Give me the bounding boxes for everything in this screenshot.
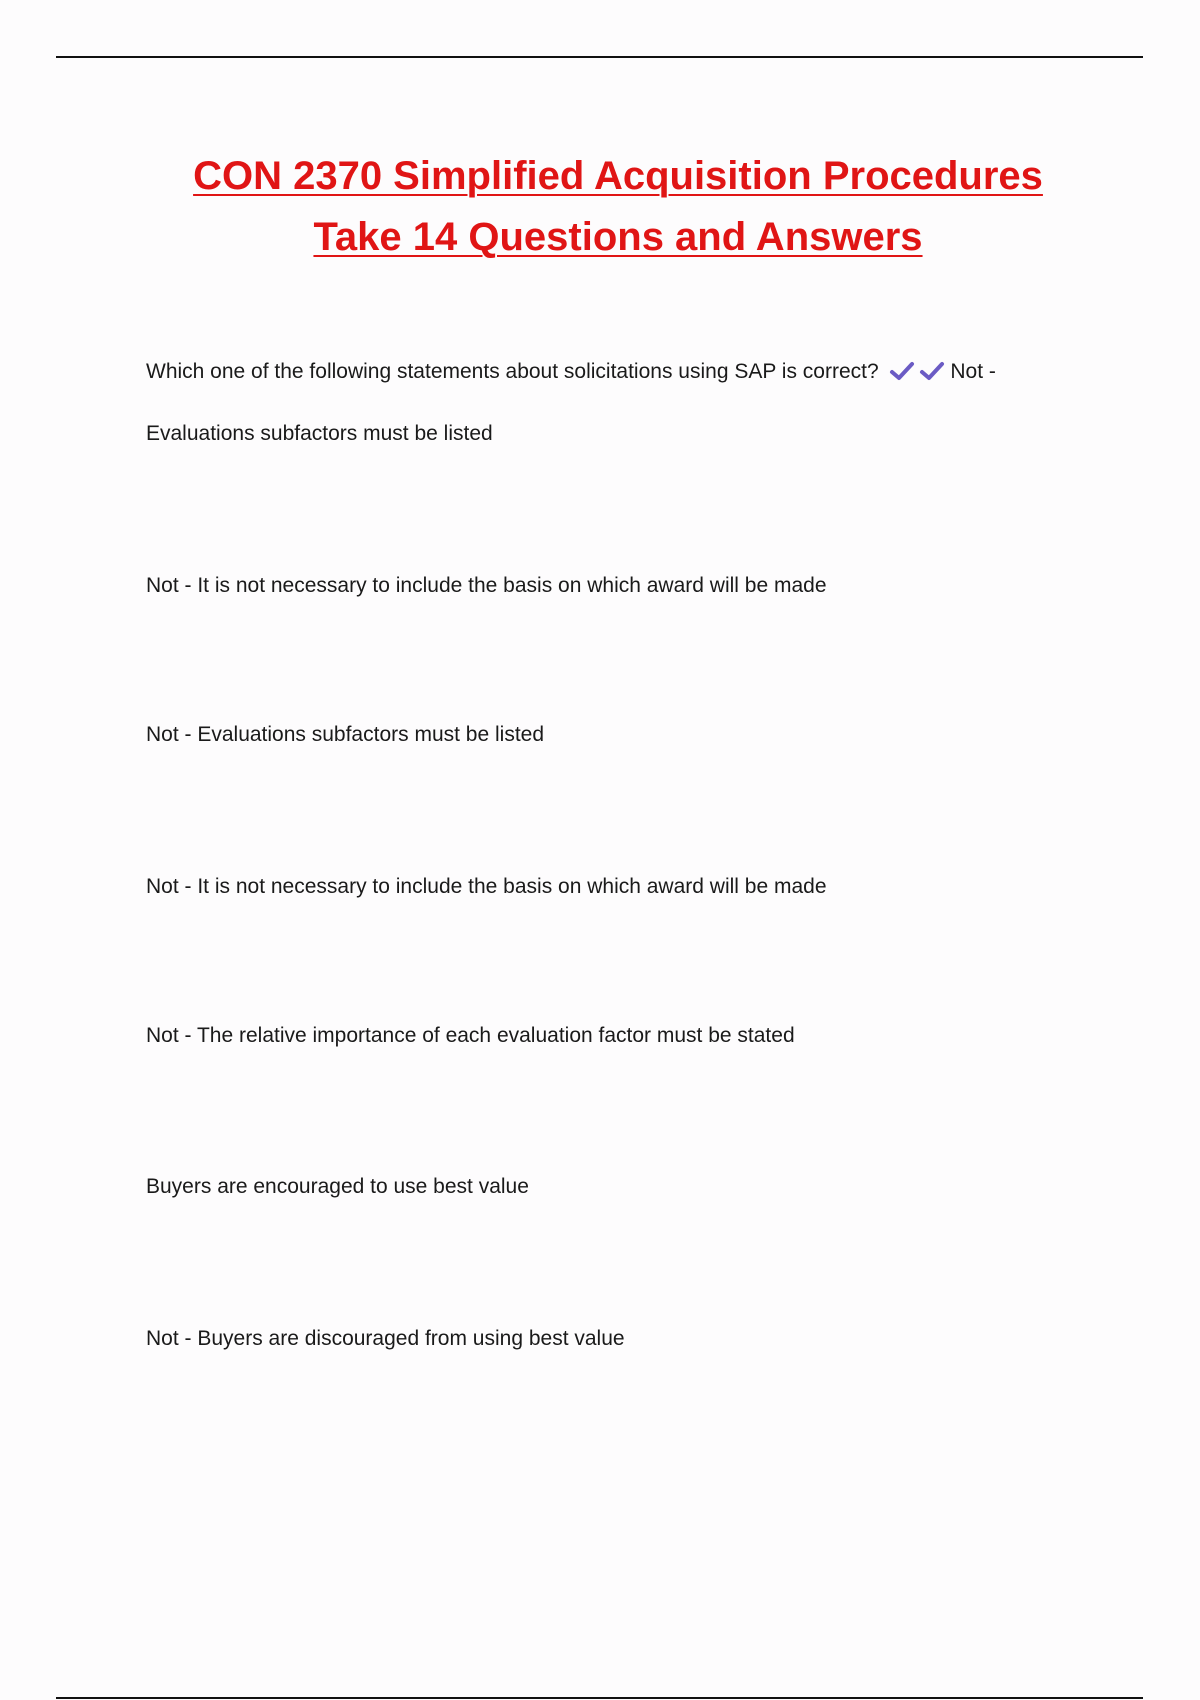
- check-icon: [889, 360, 915, 382]
- answer-line: Buyers are encouraged to use best value: [146, 1175, 529, 1198]
- answer-line: Not - Buyers are discouraged from using best value: [146, 1327, 625, 1350]
- answer-line: Not - Evaluations subfactors must be listed: [146, 723, 545, 746]
- check-icon: [919, 360, 945, 382]
- top-divider: [56, 56, 1143, 58]
- bottom-divider: [56, 1697, 1143, 1699]
- question-continuation: Evaluations subfactors must be listed: [146, 422, 493, 445]
- answer-line: Not - It is not necessary to include the basis on which award will be made: [146, 875, 827, 898]
- answer-line: Not - The relative importance of each evaluation factor must be stated: [146, 1024, 795, 1047]
- document-title: [0, 146, 1200, 268]
- question-line: [146, 358, 996, 386]
- answer-prefix: Not -: [950, 360, 996, 383]
- title-line-1: CON 2370 Simplified Acquisition Procedures: [193, 154, 1043, 198]
- question-text: Which one of the following statements about solicitations using SAP is correct?: [146, 360, 879, 383]
- answer-line: Not - It is not necessary to include the basis on which award will be made: [146, 574, 827, 597]
- title-line-2: Take 14 Questions and Answers: [313, 215, 923, 259]
